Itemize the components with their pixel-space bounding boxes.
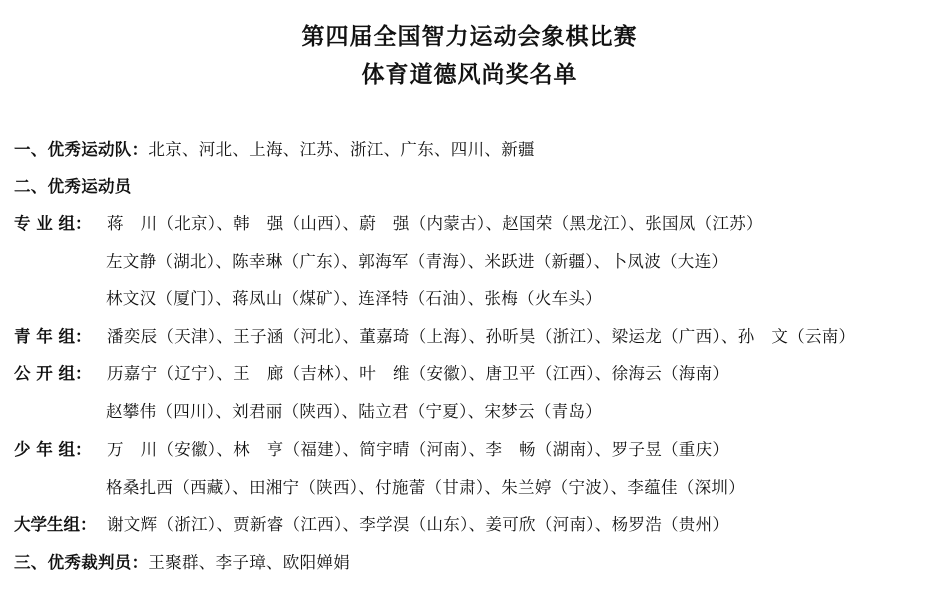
group-professional-line-3: 林文汉（厦门）、蒋凤山（煤矿）、连泽特（石油）、张梅（火车头） <box>106 289 603 308</box>
group-open-label: 公 开 组： <box>14 364 92 383</box>
group-junior-text-1: 万 川（安徽）、林 亨（福建）、简宇晴（河南）、李 畅（湖南）、罗子昱（重庆） <box>107 440 730 459</box>
group-open-line-1 <box>14 363 729 385</box>
group-university-label: 大学生组： <box>14 515 97 534</box>
group-junior-line-2: 格桑扎西（西藏）、田湘宁（陕西）、付施蕾（甘肃）、朱兰婷（宁波）、李蕴佳（深圳） <box>106 478 745 497</box>
group-professional-line-1 <box>14 213 763 235</box>
group-university-text-1: 谢文辉（浙江）、贾新睿（江西）、李学淏（山东）、姜可欣（河南）、杨罗浩（贵州） <box>107 515 730 534</box>
document-subtitle: 体育道德风尚奖名单 <box>361 62 578 88</box>
section-1-line <box>14 139 535 161</box>
group-open-line-2: 赵攀伟（四川）、刘君丽（陕西）、陆立君（宁夏）、宋梦云（青岛） <box>106 402 603 421</box>
group-open-text-1: 历嘉宁（辽宁）、王 廊（吉林）、叶 维（安徽）、唐卫平（江西）、徐海云（海南） <box>107 364 730 383</box>
group-youth-text-1: 潘奕辰（天津）、王子涵（河北）、董嘉琦（上海）、孙昕昊（浙江）、梁运龙（广西）、孙 文（云南） <box>107 327 856 346</box>
section-2-heading: 二、优秀运动员 <box>14 177 132 196</box>
section-1-heading: 一、优秀运动队： <box>14 140 149 159</box>
group-junior-line-1 <box>14 439 729 461</box>
group-professional-line-2: 左文静（湖北）、陈幸琳（广东）、郭海军（青海）、米跃进（新疆）、卜凤波（大连） <box>106 252 729 271</box>
section-3-content: 王聚群、李子璋、欧阳婵娟 <box>148 553 351 572</box>
section-1-content: 北京、河北、上海、江苏、浙江、广东、四川、新疆 <box>148 140 535 159</box>
document-title: 第四届全国智力运动会象棋比赛 <box>301 24 638 50</box>
group-youth-label: 青 年 组： <box>14 327 92 346</box>
group-junior-label: 少 年 组： <box>14 440 92 459</box>
section-3-line <box>14 552 350 574</box>
group-professional-label: 专 业 组： <box>14 214 92 233</box>
group-youth-line-1 <box>14 326 855 348</box>
group-university-line-1 <box>14 514 729 536</box>
group-professional-text-1: 蒋 川（北京）、韩 强（山西）、蔚 强（内蒙古）、赵国荣（黑龙江）、张国凤（江苏） <box>107 214 763 233</box>
section-3-heading: 三、优秀裁判员： <box>14 553 149 572</box>
